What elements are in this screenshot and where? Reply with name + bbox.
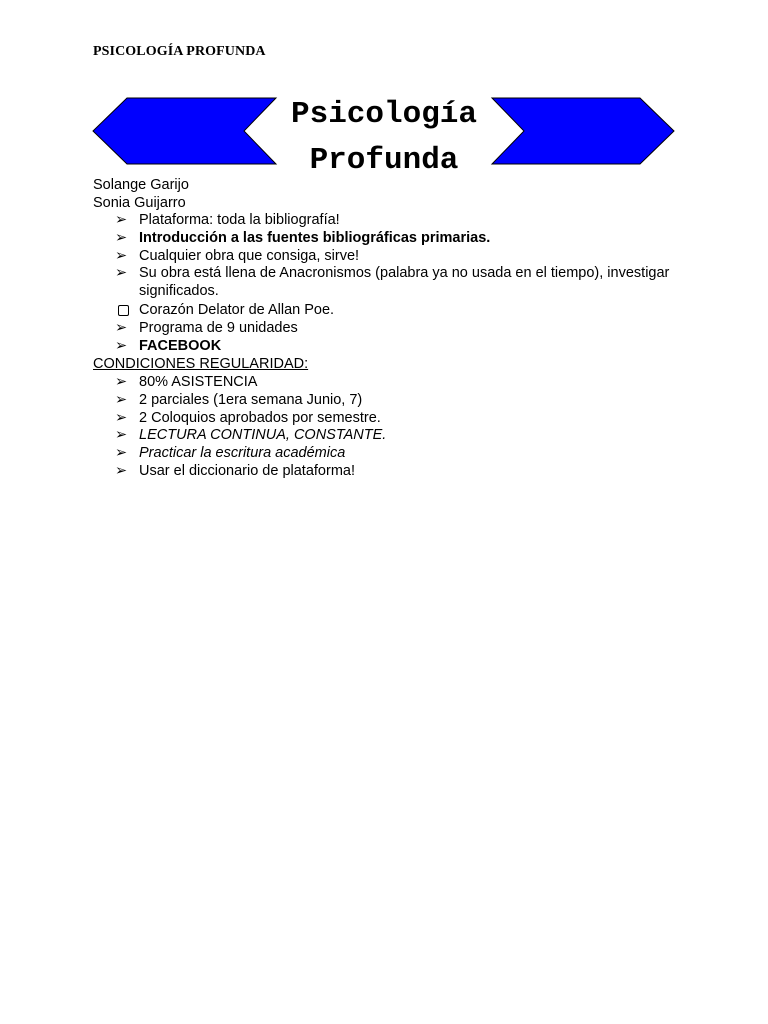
arrow-bullet-icon: ➢ <box>115 265 128 282</box>
note-text: Programa de 9 unidades <box>139 319 298 336</box>
condition-text: LECTURA CONTINUA, CONSTANTE. <box>139 427 387 444</box>
arrow-bullet-icon: ➢ <box>115 374 128 390</box>
banner-right-wing <box>492 98 674 164</box>
note-item <box>93 302 673 320</box>
arrow-bullet-icon: ➢ <box>115 247 128 264</box>
note-item <box>93 320 673 338</box>
condition-item <box>93 445 673 463</box>
note-item <box>93 248 673 266</box>
note-item <box>93 230 673 248</box>
checkbox-icon[interactable] <box>118 305 129 316</box>
condition-item <box>93 374 673 392</box>
conditions-list <box>93 374 673 481</box>
condition-text: 2 Coloquios aprobados por semestre. <box>139 409 381 426</box>
condition-item <box>93 463 673 481</box>
condition-text: Usar el diccionario de plataforma! <box>139 462 355 479</box>
note-item <box>93 212 673 230</box>
note-text: Cualquier obra que consiga, sirve! <box>139 247 360 264</box>
condition-text: 80% ASISTENCIA <box>139 374 258 390</box>
note-item <box>93 338 673 356</box>
banner-left-wing <box>93 98 276 164</box>
notes-list <box>93 212 673 355</box>
banner-title-line-1: Psicología <box>290 97 478 132</box>
note-text: Corazón Delator de Allan Poe. <box>139 301 335 318</box>
note-item <box>93 265 673 301</box>
banner-title <box>262 92 506 184</box>
arrow-bullet-icon: ➢ <box>115 462 128 479</box>
arrow-bullet-icon: ➢ <box>115 445 128 462</box>
condition-item <box>93 392 673 410</box>
note-text: Plataforma: toda la bibliografía! <box>139 212 340 228</box>
title-banner <box>92 92 676 178</box>
arrow-bullet-icon: ➢ <box>115 409 128 426</box>
note-text: Su obra está llena de Anacronismos (palabra ya no usada en el tiempo), investigar significados. <box>139 265 670 300</box>
arrow-bullet-icon: ➢ <box>115 391 128 408</box>
arrow-bullet-icon: ➢ <box>115 229 128 246</box>
note-text: Introducción a las fuentes bibliográficas primarias. <box>139 229 491 246</box>
author-name: Solange Garijo <box>93 177 189 193</box>
banner-title-line-2: Profunda <box>309 143 459 178</box>
author-list <box>93 177 189 213</box>
conditions-heading: CONDICIONES REGULARIDAD: <box>93 356 309 372</box>
arrow-bullet-icon: ➢ <box>115 212 128 228</box>
arrow-bullet-icon: ➢ <box>115 319 128 336</box>
condition-text: 2 parciales (1era semana Junio, 7) <box>139 391 363 408</box>
arrow-bullet-icon: ➢ <box>115 427 128 444</box>
condition-text: Practicar la escritura académica <box>139 445 346 462</box>
arrow-bullet-icon: ➢ <box>115 337 128 354</box>
running-header: PSICOLOGÍA PROFUNDA <box>93 44 266 59</box>
condition-item <box>93 410 673 428</box>
author-name: Sonia Guijarro <box>93 194 186 211</box>
condition-item <box>93 427 673 445</box>
note-text: FACEBOOK <box>139 337 222 354</box>
